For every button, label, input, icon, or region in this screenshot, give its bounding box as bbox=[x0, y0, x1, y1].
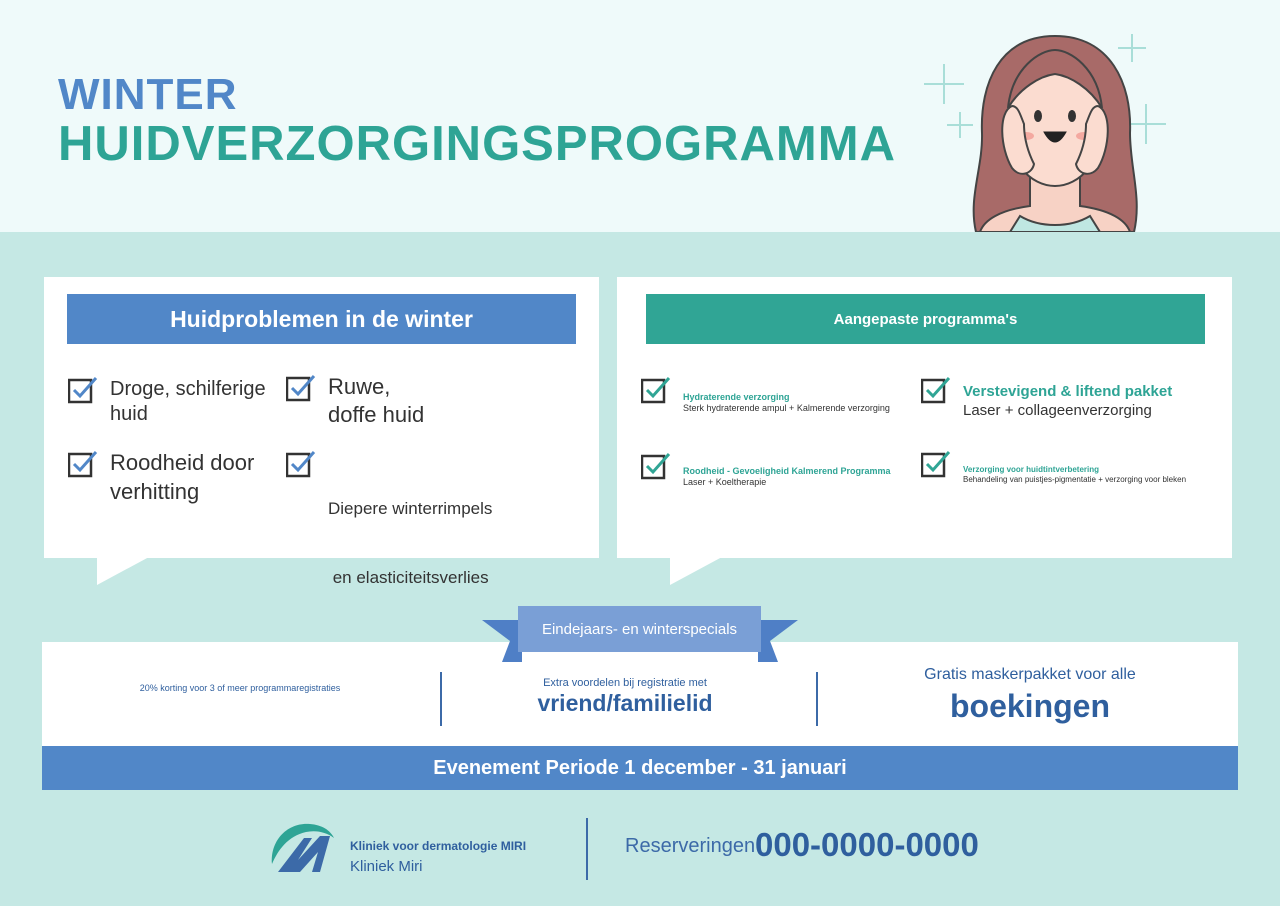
clinic-name: Kliniek voor dermatologie MIRI bbox=[350, 839, 527, 853]
offer-mask-line2: boekingen bbox=[949, 688, 1110, 724]
check-icon bbox=[286, 450, 316, 478]
problems-card-tail bbox=[97, 557, 149, 585]
check-icon bbox=[68, 376, 98, 404]
problem-line: verhitting bbox=[110, 479, 200, 504]
offer-friend-line1: Extra voordelen bij registratie met bbox=[543, 677, 707, 689]
offer-discount: 20% korting voor 3 of meer programmaregistraties bbox=[139, 683, 341, 693]
programs-heading: Aangepaste programma's bbox=[646, 294, 1205, 344]
problem-line: Roodheid door bbox=[110, 450, 255, 475]
title-line-1: WINTER bbox=[58, 70, 238, 119]
check-icon bbox=[641, 452, 671, 480]
specials-ribbon: Eindejaars- en winterspecials bbox=[518, 606, 761, 652]
programs-card-tail bbox=[670, 557, 722, 585]
program-title: Roodheid - Gevoeligheid Kalmerend Programma bbox=[683, 466, 891, 476]
clinic-short-name: Kliniek Miri bbox=[350, 858, 423, 875]
divider bbox=[816, 672, 818, 726]
problems-heading: Huidproblemen in de winter bbox=[67, 294, 576, 344]
problem-item bbox=[328, 451, 492, 612]
problem-line: huid bbox=[110, 403, 148, 425]
clinic-logo-icon bbox=[268, 820, 344, 876]
woman-illustration bbox=[920, 28, 1180, 232]
program-title: Verzorging voor huidtintverbetering bbox=[963, 465, 1100, 474]
phone-number[interactable]: 000-0000-0000 bbox=[755, 826, 979, 863]
footer-divider bbox=[586, 818, 588, 880]
reservation-label: Reserveringen bbox=[625, 835, 756, 857]
problem-line: Droge, schilferige bbox=[110, 378, 266, 400]
program-desc: Sterk hydraterende ampul + Kalmerende verzorging bbox=[683, 403, 890, 413]
divider bbox=[440, 672, 442, 726]
problem-item bbox=[328, 373, 424, 429]
check-icon bbox=[641, 376, 671, 404]
event-period: Evenement Periode 1 december - 31 januari bbox=[42, 746, 1238, 790]
check-icon bbox=[286, 374, 316, 402]
problem-line: en elasticiteitsverlies bbox=[328, 568, 489, 587]
check-icon bbox=[921, 376, 951, 404]
program-title: Hydraterende verzorging bbox=[683, 392, 790, 402]
problem-item bbox=[110, 377, 266, 427]
check-icon bbox=[921, 450, 951, 478]
program-desc: Laser + Koeltherapie bbox=[683, 477, 767, 487]
check-icon bbox=[68, 450, 98, 478]
program-title: Verstevigend & liftend pakket bbox=[963, 383, 1173, 400]
problem-line: Ruwe, bbox=[328, 374, 391, 399]
problem-line: Diepere winterrimpels bbox=[328, 499, 493, 518]
program-desc: Laser + collageenverzorging bbox=[963, 402, 1152, 419]
offer-mask-line1: Gratis maskerpakket voor alle bbox=[924, 666, 1136, 683]
title-line-2: HUIDVERZORGINGSPROGRAMMA bbox=[58, 117, 896, 171]
offer-friend-line2: vriend/familielid bbox=[537, 690, 713, 716]
problem-item bbox=[110, 448, 254, 506]
program-desc: Behandeling van puistjes-pigmentatie + verzorging voor bleken bbox=[963, 475, 1187, 484]
problem-line: doffe huid bbox=[328, 402, 425, 427]
